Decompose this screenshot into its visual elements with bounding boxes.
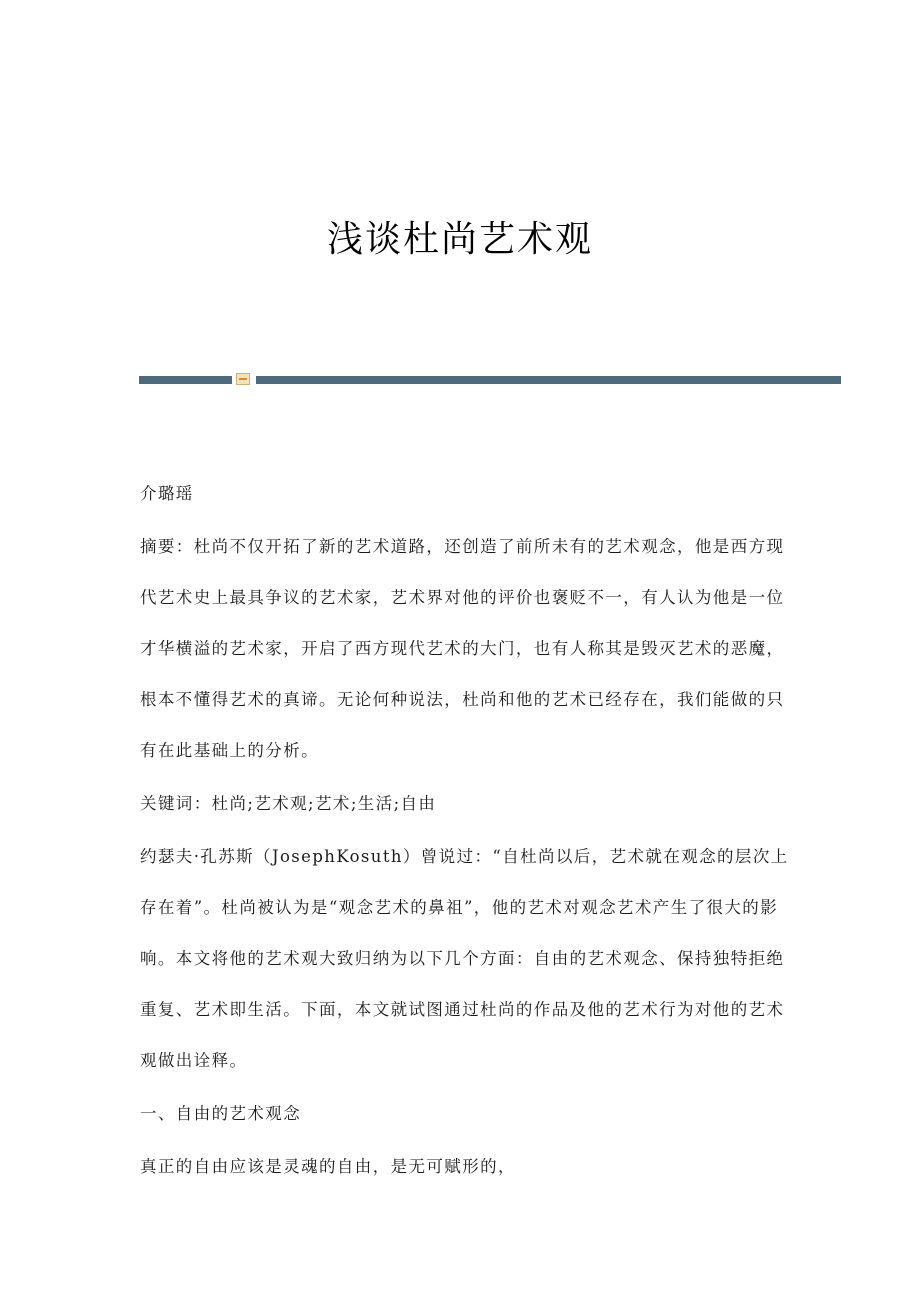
section-heading: 一、自由的艺术观念 bbox=[140, 1104, 302, 1123]
keywords-line: 关键词：杜尚;艺术观;艺术;生活;自由 bbox=[140, 794, 437, 813]
author-name: 介璐瑶 bbox=[140, 484, 194, 503]
abstract-paragraph: 摘要：杜尚不仅开拓了新的艺术道路，还创造了前所未有的艺术观念，他是西方现代艺术史上最具争议的艺术家，艺术界对他的评价也褒贬不一，有人认为他是一位才华横溢的艺术家，开启了西方现代艺术的大门，也有人称其是毁灭艺术的恶魔，根本不懂得艺术的真谛。无论何种说法，杜尚和他的艺术已经存在，我们能做的只有在此基础上的分析。 bbox=[140, 537, 785, 760]
document-title: 浅谈杜尚艺术观 bbox=[326, 219, 593, 260]
intro-paragraph: 约瑟夫·孔苏斯（JosephKosuth）曾说过：“自杜尚以后，艺术就在观念的层次上存在着”。杜尚被认为是“观念艺术的鼻祖”，他的艺术对观念艺术产生了很大的影响。本文将他的艺术观大致归纳为以下几个方面：自由的艺术观念、保持独特拒绝重复、艺术即生活。下面，本文就试图通过杜尚的作品及他的艺术行为对他的艺术观做出诠释。 bbox=[140, 847, 789, 1070]
divider-bar-left bbox=[139, 376, 232, 384]
divider-ornament-icon bbox=[236, 373, 250, 385]
section-paragraph: 真正的自由应该是灵魂的自由，是无可赋形的， bbox=[140, 1157, 516, 1176]
title-divider bbox=[139, 372, 841, 386]
document-body bbox=[140, 468, 790, 1192]
divider-bar-right bbox=[256, 376, 841, 384]
